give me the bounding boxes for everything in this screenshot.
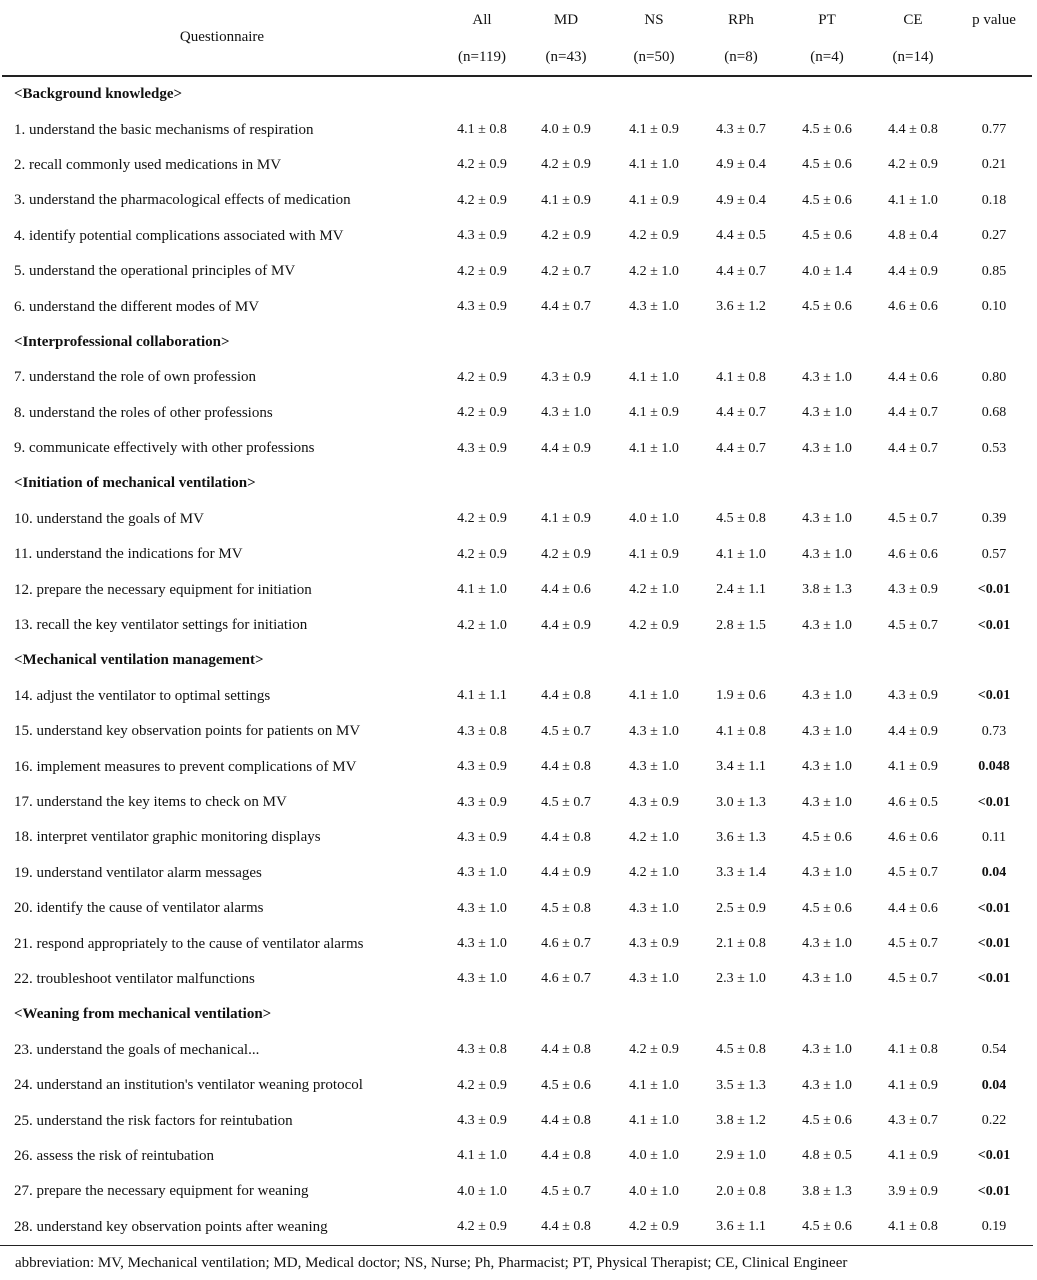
table-row (2, 112, 1032, 147)
score-cell: 4.3 ± 1.0 (802, 440, 852, 456)
score-cell: 4.3 ± 1.0 (802, 1042, 852, 1058)
score-cell: 4.2 ± 0.9 (457, 192, 507, 208)
p-value-cell: 0.10 (981, 299, 1007, 315)
score-cell: 4.1 ± 0.9 (888, 1077, 938, 1093)
p-value-cell: 0.54 (981, 1042, 1007, 1058)
score-cell: 4.1 ± 0.9 (541, 192, 591, 208)
score-cell: 4.2 ± 0.9 (629, 228, 679, 244)
score-cell: 4.5 ± 0.6 (802, 192, 852, 208)
score-cell: 4.4 ± 0.8 (888, 122, 938, 138)
p-value-cell: 0.80 (981, 369, 1007, 385)
score-cell: 4.3 ± 0.9 (457, 299, 507, 315)
score-cell: 4.2 ± 0.9 (541, 157, 591, 173)
section-title: <Background knowledge> (14, 86, 183, 103)
score-cell: 4.3 ± 1.0 (457, 936, 507, 952)
score-cell: 4.8 ± 0.4 (888, 228, 938, 244)
score-cell: 2.5 ± 0.9 (716, 900, 766, 916)
score-cell: 4.1 ± 1.0 (629, 1077, 679, 1093)
score-cell: 4.2 ± 0.7 (541, 263, 591, 279)
score-cell: 4.1 ± 0.9 (629, 192, 679, 208)
p-value-cell: 0.048 (978, 759, 1010, 775)
table-row (2, 360, 1032, 395)
section-header-row (2, 466, 1032, 501)
p-value-cell: <0.01 (977, 794, 1011, 810)
score-cell: 4.3 ± 1.0 (541, 405, 591, 421)
table-row (2, 1068, 1032, 1103)
score-cell: 2.1 ± 0.8 (716, 936, 766, 952)
score-cell: 4.3 ± 0.7 (716, 122, 766, 138)
score-cell: 4.2 ± 1.0 (629, 582, 679, 598)
score-cell: 4.4 ± 0.6 (888, 900, 938, 916)
column-header-md: MD (553, 11, 579, 28)
questionnaire-table (2, 0, 1032, 1245)
score-cell: 4.5 ± 0.8 (541, 900, 591, 916)
question-label: 15. understand key observation points for patients on MV (14, 723, 361, 740)
score-cell: 3.6 ± 1.2 (716, 299, 766, 315)
score-cell: 4.8 ± 0.5 (802, 1148, 852, 1164)
score-cell: 4.4 ± 0.9 (888, 263, 938, 279)
question-label: 4. identify potential complications associated with MV (14, 227, 344, 244)
question-label: 9. communicate effectively with other professions (14, 440, 315, 457)
score-cell: 4.4 ± 0.9 (541, 617, 591, 633)
score-cell: 4.3 ± 0.9 (541, 369, 591, 385)
p-value-cell: <0.01 (977, 1183, 1011, 1199)
question-label: 1. understand the basic mechanisms of respiration (14, 121, 314, 138)
column-header-pt: PT (818, 11, 836, 28)
table-row (2, 1174, 1032, 1209)
question-label: 25. understand the risk factors for reintubation (14, 1112, 293, 1129)
abbreviation-footnote (0, 1245, 1033, 1272)
score-cell: 4.3 ± 0.9 (457, 794, 507, 810)
column-n-ce: (n=14) (892, 49, 934, 65)
score-cell: 4.4 ± 0.6 (888, 369, 938, 385)
section-header-row (2, 325, 1032, 360)
table-row (2, 396, 1032, 431)
question-label: 11. understand the indications for MV (14, 546, 243, 563)
p-value-cell: 0.21 (981, 157, 1007, 173)
score-cell: 4.5 ± 0.8 (716, 1042, 766, 1058)
score-cell: 4.4 ± 0.8 (541, 1219, 591, 1235)
question-label: 5. understand the operational principles of MV (14, 263, 296, 280)
score-cell: 4.5 ± 0.7 (888, 865, 938, 881)
score-cell: 4.3 ± 1.0 (629, 900, 679, 916)
score-cell: 4.5 ± 0.7 (888, 617, 938, 633)
score-cell: 4.1 ± 0.9 (629, 405, 679, 421)
score-cell: 4.0 ± 1.0 (629, 1148, 679, 1164)
score-cell: 4.1 ± 0.9 (629, 546, 679, 562)
score-cell: 4.3 ± 1.0 (802, 723, 852, 739)
questionnaire-header: Questionnaire (179, 29, 265, 45)
table-row (2, 1103, 1032, 1138)
score-cell: 4.5 ± 0.7 (541, 1183, 591, 1199)
score-cell: 3.3 ± 1.4 (716, 865, 766, 881)
score-cell: 4.3 ± 1.0 (802, 511, 852, 527)
table-row (2, 820, 1032, 855)
section-header-row (2, 997, 1032, 1032)
score-cell: 4.2 ± 1.0 (457, 617, 507, 633)
score-cell: 4.1 ± 0.9 (888, 759, 938, 775)
score-cell: 4.5 ± 0.6 (541, 1077, 591, 1093)
score-cell: 4.1 ± 1.0 (716, 546, 766, 562)
table-row (2, 679, 1032, 714)
score-cell: 4.1 ± 1.0 (457, 582, 507, 598)
score-cell: 4.2 ± 0.9 (541, 228, 591, 244)
score-cell: 4.1 ± 0.8 (457, 122, 507, 138)
table-row (2, 148, 1032, 183)
score-cell: 4.6 ± 0.6 (888, 829, 938, 845)
question-label: 17. understand the key items to check on MV (14, 794, 287, 810)
table-row (2, 1139, 1032, 1174)
score-cell: 4.2 ± 0.9 (629, 617, 679, 633)
column-n-ns: (n=50) (633, 49, 675, 65)
score-cell: 4.3 ± 0.9 (457, 1113, 507, 1129)
p-value-cell: <0.01 (977, 582, 1011, 598)
question-label: 2. recall commonly used medications in MV (14, 156, 282, 173)
question-label: 3. understand the pharmacological effects of medication (14, 192, 351, 209)
score-cell: 2.4 ± 1.1 (716, 582, 766, 598)
score-cell: 2.8 ± 1.5 (716, 617, 766, 633)
p-value-cell: 0.11 (982, 829, 1006, 845)
score-cell: 4.4 ± 0.6 (541, 582, 591, 598)
score-cell: 4.4 ± 0.7 (541, 299, 591, 315)
score-cell: 4.1 ± 0.8 (888, 1219, 938, 1235)
question-label: 8. understand the roles of other professions (14, 404, 273, 421)
question-label: 6. understand the different modes of MV (14, 298, 260, 315)
score-cell: 4.2 ± 0.9 (541, 546, 591, 562)
table-body (2, 76, 1032, 1245)
question-label: 16. implement measures to prevent complications of MV (14, 758, 357, 775)
column-header-all: All (472, 11, 492, 28)
score-cell: 1.9 ± 0.6 (716, 688, 766, 704)
score-cell: 4.3 ± 1.0 (629, 299, 679, 315)
score-cell: 4.2 ± 0.9 (457, 369, 507, 385)
score-cell: 2.9 ± 1.0 (716, 1148, 766, 1164)
question-label: 26. assess the risk of reintubation (14, 1147, 214, 1164)
p-value-cell: <0.01 (977, 1148, 1011, 1164)
score-cell: 4.1 ± 1.0 (629, 369, 679, 385)
score-cell: 4.4 ± 0.7 (716, 405, 766, 421)
table-row (2, 714, 1032, 749)
score-cell: 4.2 ± 0.9 (629, 1042, 679, 1058)
question-label: 14. adjust the ventilator to optimal settings (14, 687, 271, 704)
score-cell: 4.3 ± 1.0 (802, 794, 852, 810)
table-row (2, 608, 1032, 643)
score-cell: 4.6 ± 0.7 (541, 971, 591, 987)
p-value-cell: 0.22 (981, 1113, 1007, 1129)
p-value-cell: <0.01 (977, 688, 1011, 704)
section-title: <Interprofessional collaboration> (14, 333, 230, 350)
score-cell: 4.0 ± 1.0 (457, 1183, 507, 1199)
score-cell: 4.3 ± 1.0 (457, 971, 507, 987)
p-value-cell: 0.73 (981, 723, 1007, 739)
section-title: <Initiation of mechanical ventilation> (14, 475, 256, 492)
score-cell: 4.2 ± 0.9 (457, 511, 507, 527)
score-cell: 4.2 ± 0.9 (457, 157, 507, 173)
column-n-rph: (n=8) (724, 49, 758, 65)
score-cell: 3.6 ± 1.1 (716, 1219, 766, 1235)
score-cell: 4.5 ± 0.7 (888, 971, 938, 987)
table-row (2, 749, 1032, 784)
score-cell: 4.1 ± 0.9 (629, 122, 679, 138)
score-cell: 4.1 ± 1.0 (457, 1148, 507, 1164)
score-cell: 4.1 ± 1.1 (457, 688, 507, 704)
score-cell: 4.3 ± 1.0 (629, 723, 679, 739)
table-row (2, 219, 1032, 254)
p-value-cell: 0.27 (981, 228, 1007, 244)
p-value-cell: <0.01 (977, 971, 1011, 987)
score-cell: 4.3 ± 0.9 (457, 440, 507, 456)
column-n-pt: (n=4) (810, 49, 844, 65)
score-cell: 4.2 ± 0.9 (457, 546, 507, 562)
score-cell: 4.3 ± 1.0 (802, 865, 852, 881)
score-cell: 4.3 ± 0.8 (457, 723, 507, 739)
table-row (2, 289, 1032, 324)
p-value-cell: 0.77 (981, 122, 1007, 138)
score-cell: 4.1 ± 1.0 (629, 157, 679, 173)
p-value-cell: 0.19 (981, 1219, 1007, 1235)
section-title: <Weaning from mechanical ventilation> (14, 1006, 272, 1023)
score-cell: 2.3 ± 1.0 (716, 971, 766, 987)
score-cell: 4.2 ± 1.0 (629, 263, 679, 279)
column-header-ns: NS (644, 11, 664, 28)
score-cell: 4.9 ± 0.4 (716, 157, 766, 173)
column-n-md: (n=43) (545, 49, 587, 65)
score-cell: 3.8 ± 1.2 (716, 1113, 766, 1129)
section-title: <Mechanical ventilation management> (14, 652, 264, 669)
score-cell: 4.5 ± 0.6 (802, 1219, 852, 1235)
p-value-cell: 0.53 (981, 440, 1007, 456)
score-cell: 4.2 ± 0.9 (888, 157, 938, 173)
score-cell: 4.2 ± 1.0 (629, 829, 679, 845)
p-value-cell: <0.01 (977, 617, 1011, 633)
score-cell: 4.0 ± 1.4 (802, 263, 852, 279)
question-label: 23. understand the goals of mechanical... (14, 1041, 260, 1058)
score-cell: 3.4 ± 1.1 (716, 759, 766, 775)
score-cell: 4.1 ± 0.8 (716, 369, 766, 385)
question-label: 20. identify the cause of ventilator alarms (14, 900, 264, 917)
score-cell: 4.4 ± 0.5 (716, 228, 766, 244)
table-row (2, 537, 1032, 572)
score-cell: 4.3 ± 0.9 (888, 688, 938, 704)
column-n-all: (n=119) (458, 49, 506, 65)
score-cell: 4.3 ± 0.9 (888, 582, 938, 598)
p-value-cell: <0.01 (977, 900, 1011, 916)
score-cell: 4.3 ± 1.0 (802, 688, 852, 704)
score-cell: 4.3 ± 0.9 (629, 794, 679, 810)
score-cell: 4.3 ± 0.9 (457, 829, 507, 845)
score-cell: 4.3 ± 1.0 (802, 546, 852, 562)
table-row (2, 1033, 1032, 1068)
question-label: 12. prepare the necessary equipment for initiation (14, 581, 312, 598)
p-value-cell: 0.57 (981, 546, 1007, 562)
question-label: 22. troubleshoot ventilator malfunctions (14, 970, 255, 987)
score-cell: 4.2 ± 0.9 (629, 1219, 679, 1235)
score-cell: 4.3 ± 1.0 (802, 759, 852, 775)
p-value-cell: 0.85 (981, 263, 1007, 279)
table-row (2, 431, 1032, 466)
question-label: 24. understand an institution's ventilator weaning protocol (14, 1077, 363, 1094)
p-value-cell: 0.68 (981, 405, 1007, 421)
score-cell: 4.3 ± 0.9 (629, 936, 679, 952)
question-label: 28. understand key observation points after weaning (14, 1218, 328, 1235)
score-cell: 4.2 ± 1.0 (629, 865, 679, 881)
score-cell: 4.3 ± 1.0 (457, 865, 507, 881)
score-cell: 4.6 ± 0.6 (888, 546, 938, 562)
score-cell: 4.5 ± 0.7 (541, 723, 591, 739)
score-cell: 4.5 ± 0.6 (802, 1113, 852, 1129)
score-cell: 4.3 ± 1.0 (629, 759, 679, 775)
score-cell: 4.1 ± 0.9 (541, 511, 591, 527)
question-label: 10. understand the goals of MV (14, 510, 204, 527)
score-cell: 4.3 ± 1.0 (629, 971, 679, 987)
score-cell: 4.3 ± 0.7 (888, 1113, 938, 1129)
table-row (2, 785, 1032, 820)
p-value-cell: 0.04 (981, 865, 1007, 881)
score-cell: 3.0 ± 1.3 (716, 794, 766, 810)
score-cell: 4.2 ± 0.9 (457, 1077, 507, 1093)
score-cell: 4.1 ± 1.0 (629, 688, 679, 704)
score-cell: 4.3 ± 0.9 (457, 228, 507, 244)
section-header-row (2, 76, 1032, 112)
score-cell: 4.5 ± 0.6 (802, 829, 852, 845)
score-cell: 4.5 ± 0.6 (802, 228, 852, 244)
score-cell: 4.4 ± 0.7 (716, 440, 766, 456)
question-label: 13. recall the key ventilator settings for initiation (14, 617, 308, 634)
table-row (2, 183, 1032, 218)
score-cell: 4.5 ± 0.6 (802, 122, 852, 138)
table-row (2, 502, 1032, 537)
score-cell: 4.3 ± 1.0 (802, 405, 852, 421)
score-cell: 4.0 ± 1.0 (629, 1183, 679, 1199)
score-cell: 3.8 ± 1.3 (802, 582, 852, 598)
table-row (2, 856, 1032, 891)
p-value-cell: 0.39 (981, 511, 1007, 527)
section-header-row (2, 643, 1032, 678)
score-cell: 4.6 ± 0.7 (541, 936, 591, 952)
score-cell: 4.1 ± 1.0 (888, 192, 938, 208)
p-value-cell: 0.18 (981, 192, 1007, 208)
score-cell: 4.9 ± 0.4 (716, 192, 766, 208)
score-cell: 4.3 ± 1.0 (802, 971, 852, 987)
score-cell: 4.4 ± 0.9 (888, 723, 938, 739)
score-cell: 4.5 ± 0.6 (802, 299, 852, 315)
score-cell: 4.3 ± 0.9 (457, 759, 507, 775)
question-label: 21. respond appropriately to the cause of ventilator alarms (14, 935, 364, 952)
score-cell: 4.4 ± 0.7 (888, 405, 938, 421)
score-cell: 4.1 ± 0.9 (888, 1148, 938, 1164)
score-cell: 4.0 ± 1.0 (629, 511, 679, 527)
score-cell: 4.4 ± 0.8 (541, 829, 591, 845)
score-cell: 3.5 ± 1.3 (716, 1077, 766, 1093)
table-row (2, 572, 1032, 607)
score-cell: 4.6 ± 0.6 (888, 299, 938, 315)
column-header-ce: CE (903, 11, 923, 28)
score-cell: 3.8 ± 1.3 (802, 1183, 852, 1199)
score-cell: 4.3 ± 1.0 (802, 617, 852, 633)
score-cell: 4.5 ± 0.7 (888, 936, 938, 952)
score-cell: 4.4 ± 0.8 (541, 1042, 591, 1058)
score-cell: 4.2 ± 0.9 (457, 263, 507, 279)
score-cell: 4.4 ± 0.8 (541, 1148, 591, 1164)
score-cell: 4.6 ± 0.5 (888, 794, 938, 810)
score-cell: 4.5 ± 0.7 (541, 794, 591, 810)
score-cell: 4.2 ± 0.9 (457, 405, 507, 421)
table-row (2, 891, 1032, 926)
footnote-text: abbreviation: MV, Mechanical ventilation; MD, Medical doctor; NS, Nurse; Ph, Pharmacist; PT, Physical Therapist; CE, Clinical Engineer (15, 1255, 848, 1271)
score-cell: 4.3 ± 1.0 (802, 936, 852, 952)
score-cell: 4.4 ± 0.9 (541, 865, 591, 881)
column-n-p-value (956, 40, 1032, 76)
score-cell: 3.9 ± 0.9 (888, 1183, 938, 1199)
table-row (2, 254, 1032, 289)
score-cell: 4.1 ± 0.8 (888, 1042, 938, 1058)
score-cell: 4.4 ± 0.7 (888, 440, 938, 456)
score-cell: 4.5 ± 0.8 (716, 511, 766, 527)
column-header-p-value: p value (972, 11, 1016, 28)
table-row (2, 962, 1032, 997)
score-cell: 4.1 ± 0.8 (716, 723, 766, 739)
score-cell: 4.4 ± 0.8 (541, 688, 591, 704)
score-cell: 2.0 ± 0.8 (716, 1183, 766, 1199)
score-cell: 4.2 ± 0.9 (457, 1219, 507, 1235)
score-cell: 4.5 ± 0.7 (888, 511, 938, 527)
p-value-cell: 0.04 (981, 1077, 1007, 1093)
score-cell: 3.6 ± 1.3 (716, 829, 766, 845)
score-cell: 4.3 ± 1.0 (802, 1077, 852, 1093)
table-row (2, 926, 1032, 961)
question-label: 18. interpret ventilator graphic monitoring displays (14, 829, 321, 846)
score-cell: 4.4 ± 0.8 (541, 759, 591, 775)
column-header-rph: RPh (728, 11, 754, 28)
question-label: 19. understand ventilator alarm messages (14, 864, 262, 881)
score-cell: 4.4 ± 0.9 (541, 440, 591, 456)
score-cell: 4.3 ± 0.8 (457, 1042, 507, 1058)
p-value-cell: <0.01 (977, 936, 1011, 952)
question-label: 7. understand the role of own profession (14, 369, 257, 386)
score-cell: 4.4 ± 0.8 (541, 1113, 591, 1129)
score-cell: 4.1 ± 1.0 (629, 1113, 679, 1129)
question-label: 27. prepare the necessary equipment for weaning (14, 1183, 309, 1200)
table-header (2, 0, 1032, 76)
score-cell: 4.0 ± 0.9 (541, 122, 591, 138)
score-cell: 4.5 ± 0.6 (802, 157, 852, 173)
score-cell: 4.3 ± 1.0 (457, 900, 507, 916)
score-cell: 4.3 ± 1.0 (802, 369, 852, 385)
score-cell: 4.4 ± 0.7 (716, 263, 766, 279)
score-cell: 4.1 ± 1.0 (629, 440, 679, 456)
table-row (2, 1210, 1032, 1245)
score-cell: 4.5 ± 0.6 (802, 900, 852, 916)
